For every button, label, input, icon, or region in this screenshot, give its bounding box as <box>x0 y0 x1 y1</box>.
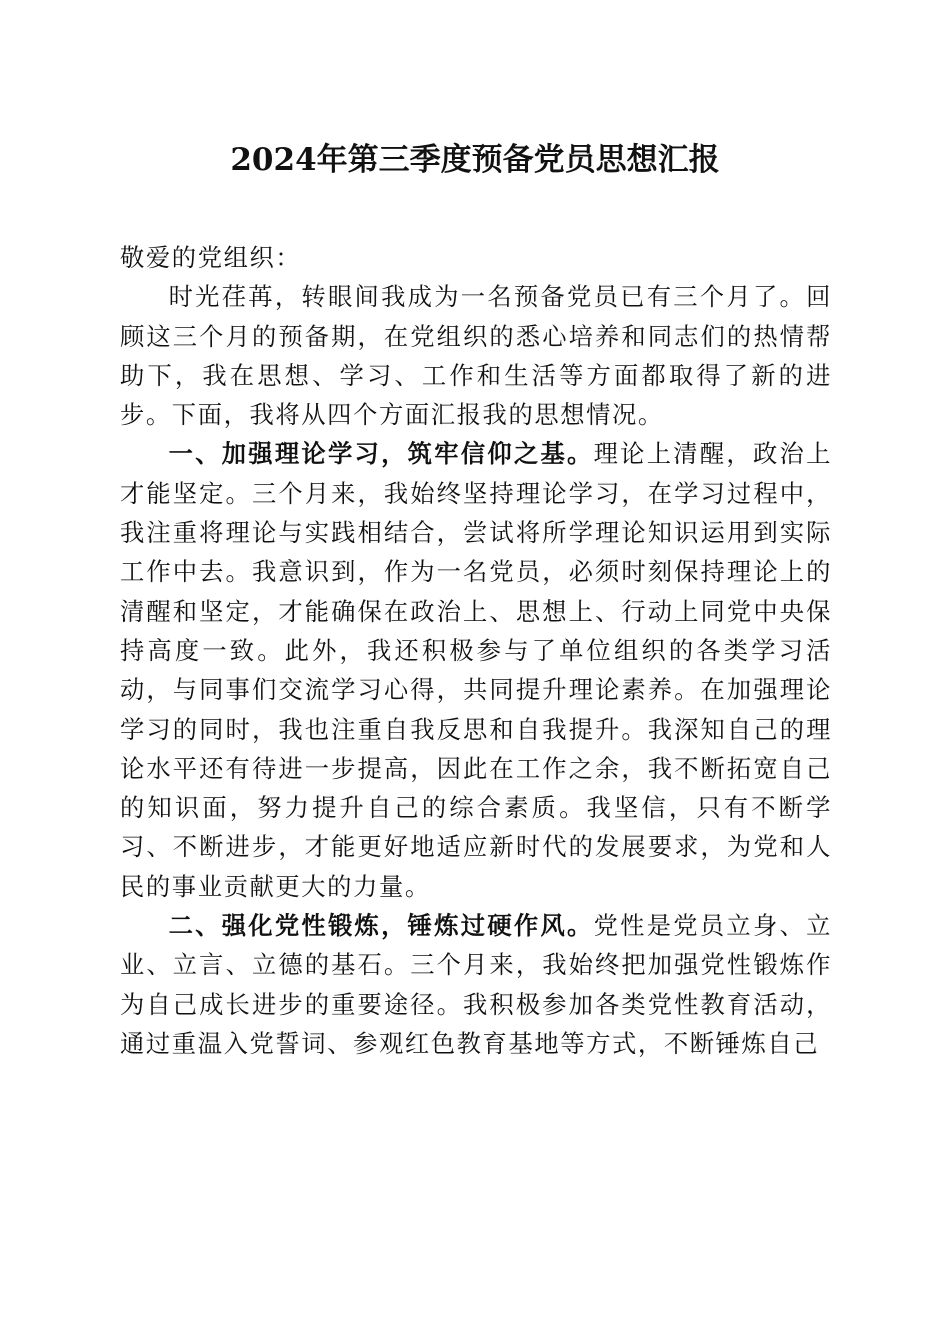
document-body <box>120 238 832 1063</box>
section-paragraph-2 <box>120 906 832 1063</box>
section-text-2: 党性是党员立身、立业、立言、立德的基石。三个月来，我始终把加强党性锻炼作为自己成长进步的重要途径。我积极参加各类党性教育活动，通过重温入党誓词、参观红色教育基地等方式，不断锤炼自己 <box>120 911 832 1058</box>
document-title: 2024年第三季度预备党员思想汇报 <box>230 142 720 178</box>
section-text-1: 理论上清醒，政治上才能坚定。三个月来，我始终坚持理论学习，在学习过程中，我注重将理论与实践相结合，尝试将所学理论知识运用到实际工作中去。我意识到，作为一名党员，必须时刻保持理论上的清醒和坚定，才能确保在政治上、思想上、行动上同党中央保持高度一致。此外，我还积极参与了单位组织的各类学习活动，与同事们交流学习心得，共同提升理论素养。在加强理论学习的同时，我也注重自我反思和自我提升。我深知自己的理论水平还有待进一步提高，因此在工作之余，我不断拓宽自己的知识面，努力提升自己的综合素质。我坚信，只有不断学习、不断进步，才能更好地适应新时代的发展要求，为党和人民的事业贡献更大的力量。 <box>120 439 832 901</box>
section-heading-2: 二、强化党性锻炼，锤炼过硬作风。 <box>168 911 594 941</box>
section-paragraph-1 <box>120 434 832 906</box>
section-heading-1: 一、加强理论学习，筑牢信仰之基。 <box>168 439 594 469</box>
salutation: 敬爱的党组织： <box>120 243 302 272</box>
intro-paragraph: 时光荏苒，转眼间我成为一名预备党员已有三个月了。回顾这三个月的预备期，在党组织的悉心培养和同志们的热情帮助下，我在思想、学习、工作和生活等方面都取得了新的进步。下面，我将从四个方面汇报我的思想情况。 <box>120 282 832 430</box>
